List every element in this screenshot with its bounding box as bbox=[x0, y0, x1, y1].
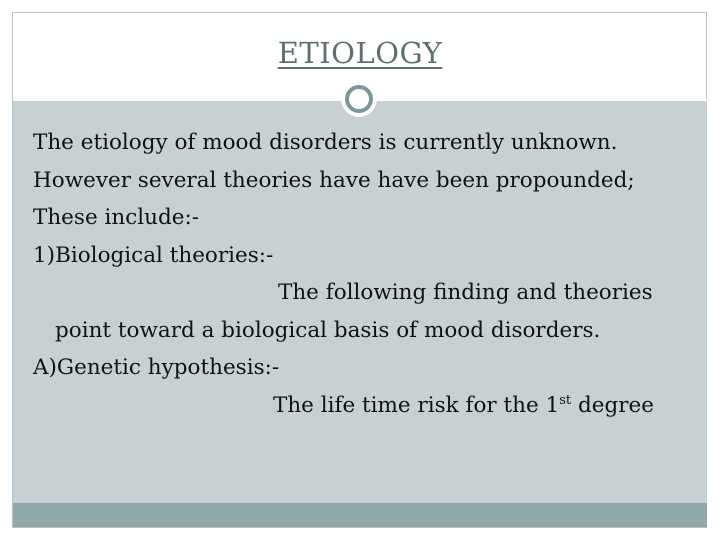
ring-icon bbox=[345, 85, 373, 113]
superscript-text: st bbox=[559, 392, 572, 408]
body-line: These include:- bbox=[33, 205, 199, 230]
body-line: A)Genetic hypothesis:- bbox=[33, 355, 280, 380]
slide-body bbox=[33, 124, 703, 424]
body-line-last bbox=[33, 387, 703, 425]
bottom-bar bbox=[13, 503, 707, 527]
body-line-text: The life time risk for the 1 bbox=[273, 392, 560, 418]
body-line: The following finding and theories bbox=[278, 280, 653, 305]
circle-ornament-icon bbox=[341, 81, 377, 117]
body-line: The etiology of mood disorders is currently unknown. bbox=[33, 130, 618, 155]
body-line: However several theories have have been propounded; bbox=[33, 167, 635, 193]
body-line: point toward a biological basis of mood disorders. bbox=[55, 317, 601, 343]
body-line-tail: degree bbox=[571, 392, 654, 418]
slide-title: ETIOLOGY bbox=[277, 36, 443, 70]
body-line: 1)Biological theories:- bbox=[33, 242, 274, 268]
